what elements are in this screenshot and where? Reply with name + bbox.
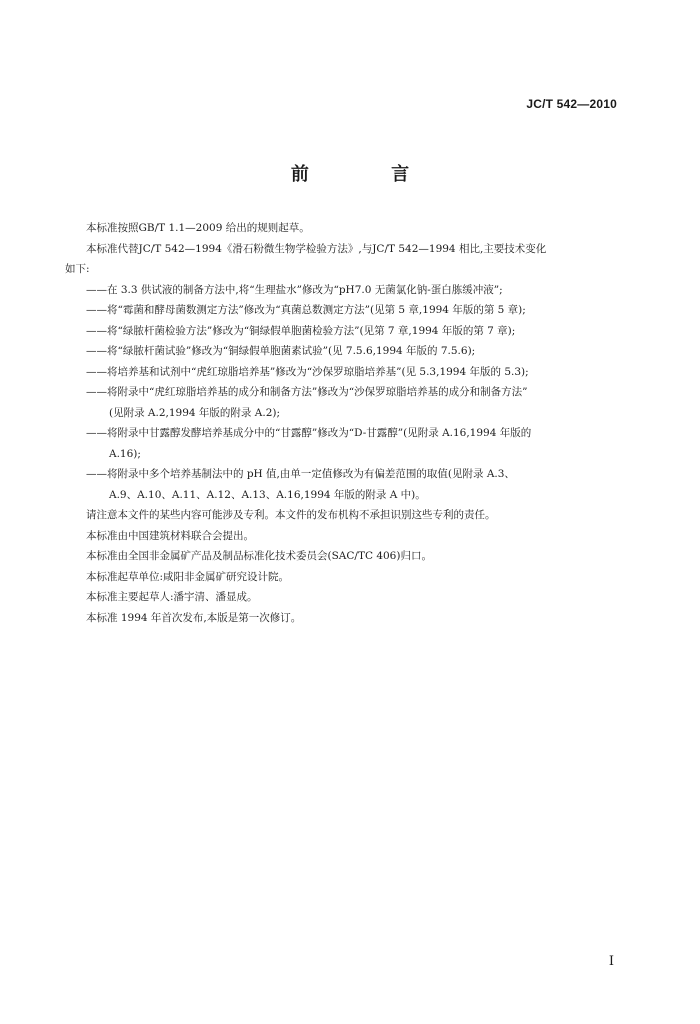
page-number: I <box>608 954 614 969</box>
paragraph-patent-notice: 请注意本文件的某些内容可能涉及专利。本文件的发布机构不承担识别这些专利的责任。 <box>86 509 496 521</box>
change-item: ——将附录中甘露醇发酵培养基成分中的“甘露醇”修改为“D-甘露醇”(见附录 A.16,1994 年版的 <box>86 427 532 439</box>
change-item: ——将“霉菌和酵母菌数测定方法”修改为“真菌总数测定方法”(见第 5 章,1994 年版的第 5 章); <box>86 304 526 316</box>
change-item-cont: (见附录 A.2,1994 年版的附录 A.2); <box>109 406 281 419</box>
paragraph-drafters: 本标准主要起草人:潘宇清、潘显成。 <box>86 591 258 603</box>
change-item: ——将附录中“虎红琼脂培养基的成分和制备方法”修改为“沙保罗琼脂培养基的成分和制备方法” <box>86 386 528 398</box>
change-item: ——将培养基和试剂中“虎红琼脂培养基”修改为“沙保罗琼脂培养基”(见 5.3,1994 年版的 5.3); <box>86 365 529 378</box>
section-title: 前 言 <box>290 164 448 185</box>
paragraph-replaces: 本标准代替JC/T 542—1994《滑石粉微生物学检验方法》,与JC/T 542—1994 相比,主要技术变化 <box>86 242 547 255</box>
paragraph-drafting-unit: 本标准起草单位:咸阳非金属矿研究设计院。 <box>86 570 290 583</box>
change-item: ——将附录中多个培养基制法中的 pH 值,由单一定值修改为有偏差范围的取值(见附录 A.3、 <box>86 468 515 480</box>
change-item-cont: A.9、A.10、A.11、A.12、A.13、A.16,1994 年版的附录 A 中)。 <box>109 488 426 501</box>
paragraph-replaces-cont: 如下: <box>65 263 90 275</box>
standard-number: JC/T 542—2010 <box>526 97 617 111</box>
paragraph-drafting-rules: 本标准按照GB/T 1.1—2009 给出的规则起草。 <box>86 222 310 234</box>
change-item: ——将“绿脓杆菌试验”修改为“铜绿假单胞菌素试验”(见 7.5.6,1994 年版的 7.5.6); <box>86 345 476 357</box>
paragraph-proposed-by: 本标准由中国建筑材料联合会提出。 <box>86 529 254 542</box>
change-item: ——将“绿脓杆菌检验方法”修改为“铜绿假单胞菌检验方法”(见第 7 章,1994 年版的第 7 章); <box>86 324 516 337</box>
change-item-cont: A.16); <box>109 447 141 460</box>
paragraph-administered-by: 本标准由全国非金属矿产品及制品标准化技术委员会(SAC/TC 406)归口。 <box>86 550 432 562</box>
change-item: ——在 3.3 供试液的制备方法中,将“生理盐水”修改为“pH7.0 无菌氯化钠-蛋白胨缓冲液”; <box>86 283 503 296</box>
paragraph-history: 本标准 1994 年首次发布,本版是第一次修订。 <box>86 611 302 624</box>
document-body <box>65 218 625 628</box>
